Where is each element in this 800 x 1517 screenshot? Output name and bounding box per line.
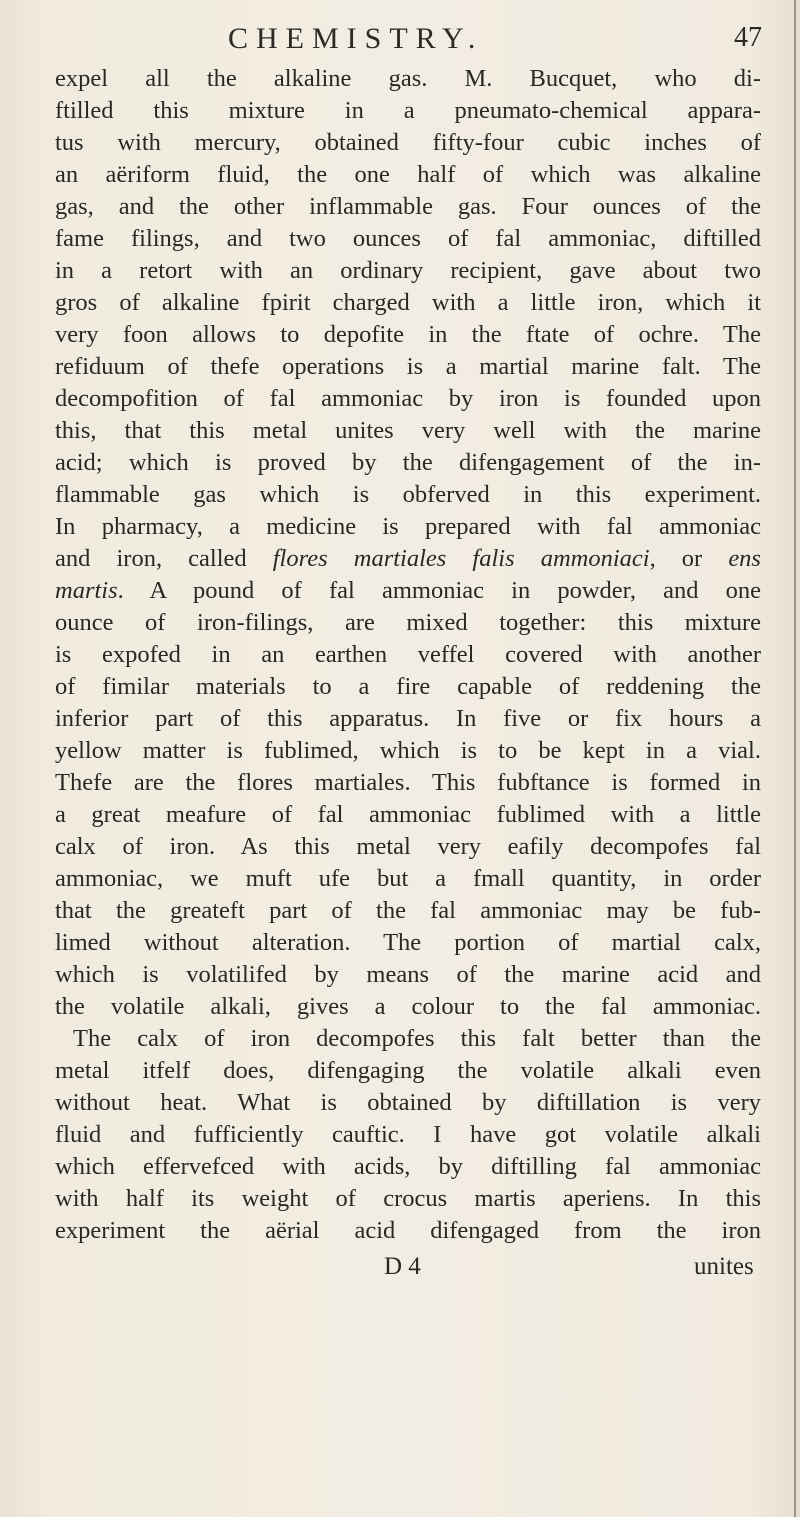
text-line-with-italic xyxy=(55,575,761,607)
text-run: , or xyxy=(649,545,729,572)
text-line: without heat. What is obtained by diftillation is very xyxy=(55,1089,761,1116)
text-run: and iron, called xyxy=(55,545,273,572)
text-line: which effervefced with acids, by diftilling fal ammoniac xyxy=(55,1153,761,1180)
italic-term-martis: martis xyxy=(55,577,118,604)
text-line: is expofed in an earthen veffel covered with another xyxy=(55,641,761,668)
text-line: acid; which is proved by the difengagement of the in- xyxy=(55,449,761,476)
text-line: gas, and the other inflammable gas. Four ounces of the xyxy=(55,193,761,220)
text-line: in a retort with an ordinary recipient, gave about two xyxy=(55,257,761,284)
italic-term-ens: ens xyxy=(728,545,761,572)
text-line: that the greateft part of the fal ammoniac may be fub- xyxy=(55,897,761,924)
text-line: ftilled this mixture in a pneumato-chemical appara- xyxy=(55,97,761,124)
catchword: unites xyxy=(694,1253,754,1280)
text-line: refiduum of thefe operations is a martial marine falt. The xyxy=(55,353,761,380)
page-number: 47 xyxy=(734,22,762,53)
text-line: ammoniac, we muft ufe but a fmall quantity, in order xyxy=(55,865,761,892)
text-line: the volatile alkali, gives a colour to the fal ammoniac. xyxy=(55,993,761,1020)
text-line: of fimilar materials to a fire capable of reddening the xyxy=(55,673,761,700)
text-line: an aëriform fluid, the one half of which was alkaline xyxy=(55,161,761,188)
text-run: . A pound of fal ammoniac in powder, and one xyxy=(117,577,761,604)
text-line: metal itfelf does, difengaging the volatile alkali even xyxy=(55,1057,761,1084)
text-line: fame filings, and two ounces of fal ammoniac, diftilled xyxy=(55,225,761,252)
page-edge-line xyxy=(794,0,796,1517)
text-line: gros of alkaline fpirit charged with a little iron, which it xyxy=(55,289,761,316)
text-line: tus with mercury, obtained fifty-four cubic inches of xyxy=(55,129,761,156)
text-line: expel all the alkaline gas. M. Bucquet, who di- xyxy=(55,65,761,92)
text-line: In pharmacy, a medicine is prepared with fal ammoniac xyxy=(55,513,761,540)
text-line: flammable gas which is obferved in this experiment. xyxy=(55,481,761,508)
text-line: with half its weight of crocus martis aperiens. In this xyxy=(55,1185,761,1212)
running-head xyxy=(0,10,800,62)
text-line: experiment the aërial acid difengaged from the iron xyxy=(55,1217,761,1244)
text-line: ounce of iron-filings, are mixed together: this mixture xyxy=(55,609,761,636)
page-footer xyxy=(0,1250,800,1284)
text-line: which is volatilifed by means of the marine acid and xyxy=(55,961,761,988)
text-line: calx of iron. As this metal very eafily decompofes fal xyxy=(55,833,761,860)
body-text xyxy=(55,63,761,1247)
running-title: CHEMISTRY. xyxy=(228,22,484,55)
text-line: a great meafure of fal ammoniac fublimed with a little xyxy=(55,801,761,828)
text-line: decompofition of fal ammoniac by iron is founded upon xyxy=(55,385,761,412)
text-line: Thefe are the flores martiales. This fubftance is formed in xyxy=(55,769,761,796)
text-line: this, that this metal unites very well with the marine xyxy=(55,417,761,444)
text-line-with-italic xyxy=(55,543,761,575)
text-line: very foon allows to depofite in the ftate of ochre. The xyxy=(55,321,761,348)
text-line: yellow matter is fublimed, which is to be kept in a vial. xyxy=(55,737,761,764)
text-line: limed without alteration. The portion of martial calx, xyxy=(55,929,761,956)
italic-term-flores: flores martiales falis ammoniaci xyxy=(272,545,650,572)
signature-mark: D 4 xyxy=(384,1253,421,1280)
text-line: The calx of iron decompofes this falt better than the xyxy=(73,1025,761,1052)
text-line: fluid and fufficiently cauftic. I have got volatile alkali xyxy=(55,1121,761,1148)
text-line: inferior part of this apparatus. In five or fix hours a xyxy=(55,705,761,732)
